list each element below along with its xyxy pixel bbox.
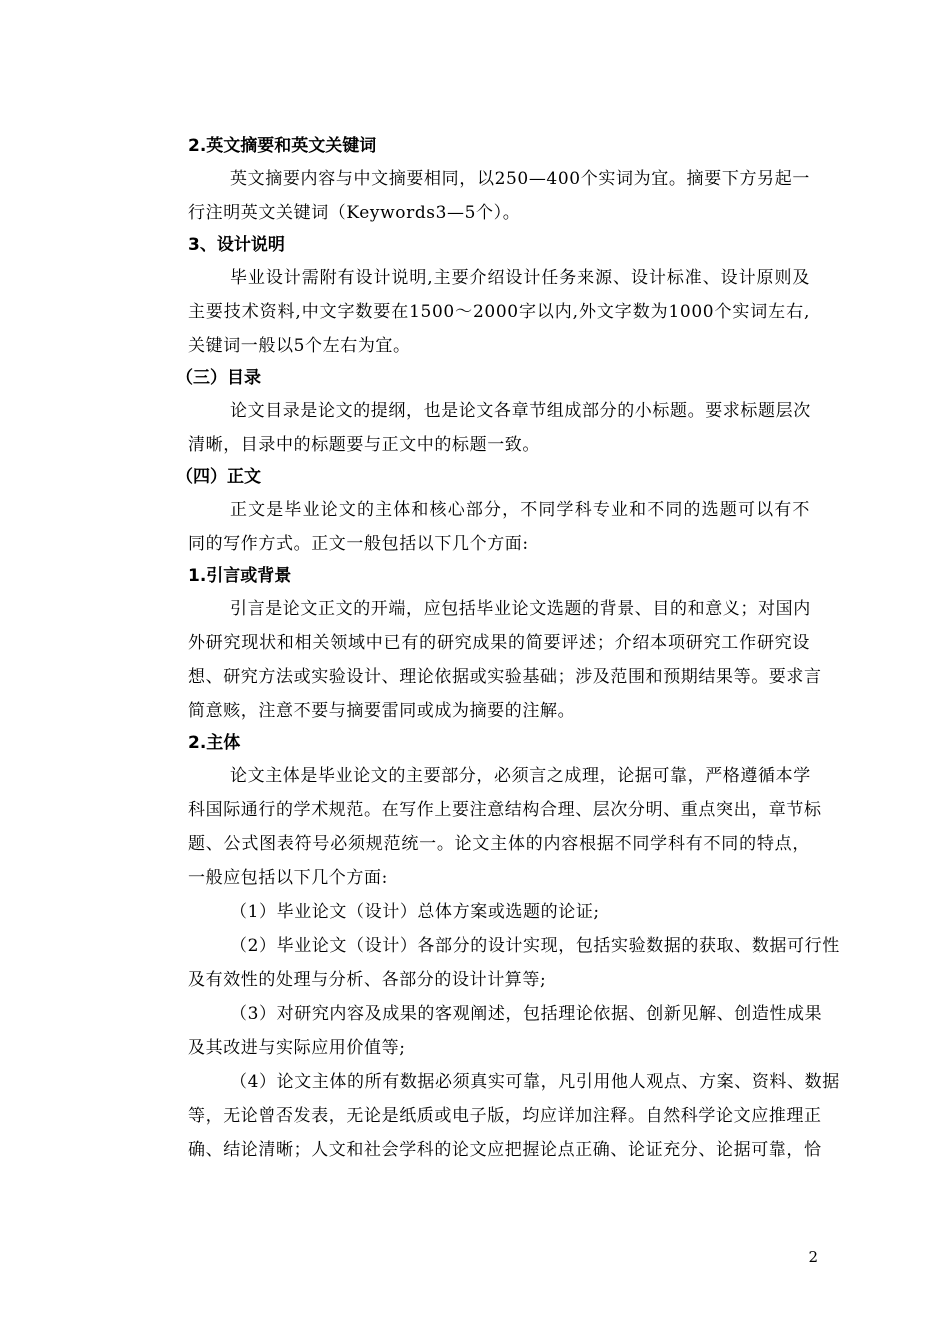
paragraph-line: 引言是论文正文的开端，应包括毕业论文选题的背景、目的和意义；对国内 [230, 599, 811, 619]
page-number: 2 [808, 1248, 818, 1266]
paragraph-line: 论文目录是论文的提纲，也是论文各章节组成部分的小标题。要求标题层次 [230, 401, 811, 421]
paragraph-line: 确、结论清晰；人文和社会学科的论文应把握论点正确、论证充分、论据可靠，恰 [188, 1140, 822, 1160]
paragraph-line: 毕业设计需附有设计说明,主要介绍设计任务来源、设计标准、设计原则及 [230, 268, 810, 288]
paragraph-line: 及有效性的处理与分析、各部分的设计计算等; [188, 970, 547, 990]
paragraph-line: 同的写作方式。正文一般包括以下几个方面: [188, 534, 529, 554]
paragraph-line: 科国际通行的学术规范。在写作上要注意结构合理、层次分明、重点突出，章节标 [188, 800, 822, 820]
section-heading: 2.主体 [188, 733, 241, 753]
paragraph [146, 493, 810, 561]
section-heading: （四）正文 [176, 467, 261, 487]
section-heading: （三）目录 [176, 368, 261, 388]
section-heading: 2.英文摘要和英文关键词 [188, 136, 377, 156]
paragraph [146, 997, 823, 1065]
paragraph-line: 一般应包括以下几个方面: [188, 868, 388, 888]
paragraph-line: 清晰，目录中的标题要与正文中的标题一致。 [188, 435, 540, 455]
paragraph [146, 929, 840, 997]
paragraph [146, 261, 810, 363]
paragraph-line: 题、公式图表符号必须规范统一。论文主体的内容根据不同学科有不同的特点， [188, 834, 810, 854]
paragraph [146, 162, 810, 230]
paragraph-line: 等，无论曾否发表，无论是纸质或电子版，均应详加注释。自然科学论文应推理正 [188, 1106, 822, 1126]
paragraph-line: 英文摘要内容与中文摘要相同，以250—400个实词为宜。摘要下方另起一 [230, 169, 810, 189]
paragraph [146, 394, 810, 462]
section-heading: 1.引言或背景 [188, 566, 292, 586]
paragraph-line: （2）毕业论文（设计）各部分的设计实现，包括实验数据的获取、数据可行性 [230, 936, 840, 956]
paragraph-line: 论文主体是毕业论文的主要部分，必须言之成理，论据可靠，严格遵循本学 [230, 766, 811, 786]
paragraph-line: 正文是毕业论文的主体和核心部分，不同学科专业和不同的选题可以有不 [230, 500, 810, 520]
paragraph [146, 759, 822, 895]
paragraph-line: 简意赅，注意不要与摘要雷同或成为摘要的注解。 [188, 701, 576, 721]
document-body [146, 131, 840, 1167]
section-heading: 3、设计说明 [188, 235, 285, 255]
paragraph-line: 想、研究方法或实验设计、理论依据或实验基础；涉及范围和预期结果等。要求言 [188, 667, 822, 687]
paragraph-line: 主要技术资料,中文字数要在1500～2000字以内,外文字数为1000个实词左右, [188, 302, 810, 322]
paragraph [146, 1065, 840, 1167]
paragraph-line: 外研究现状和相关领域中已有的研究成果的简要评述；介绍本项研究工作研究设 [188, 633, 810, 653]
paragraph-line: （3）对研究内容及成果的客观阐述，包括理论依据、创新见解、创造性成果 [230, 1004, 823, 1024]
paragraph-line: 行注明英文关键词（Keywords3—5个）。 [188, 203, 521, 223]
paragraph-line: 及其改进与实际应用价值等; [188, 1038, 406, 1058]
paragraph-line: （1）毕业论文（设计）总体方案或选题的论证; [230, 902, 600, 922]
paragraph [146, 592, 822, 728]
paragraph [146, 895, 810, 929]
paragraph-line: （4）论文主体的所有数据必须真实可靠，凡引用他人观点、方案、资料、数据 [230, 1072, 840, 1092]
paragraph-line: 关键词一般以5个左右为宜。 [188, 336, 411, 356]
